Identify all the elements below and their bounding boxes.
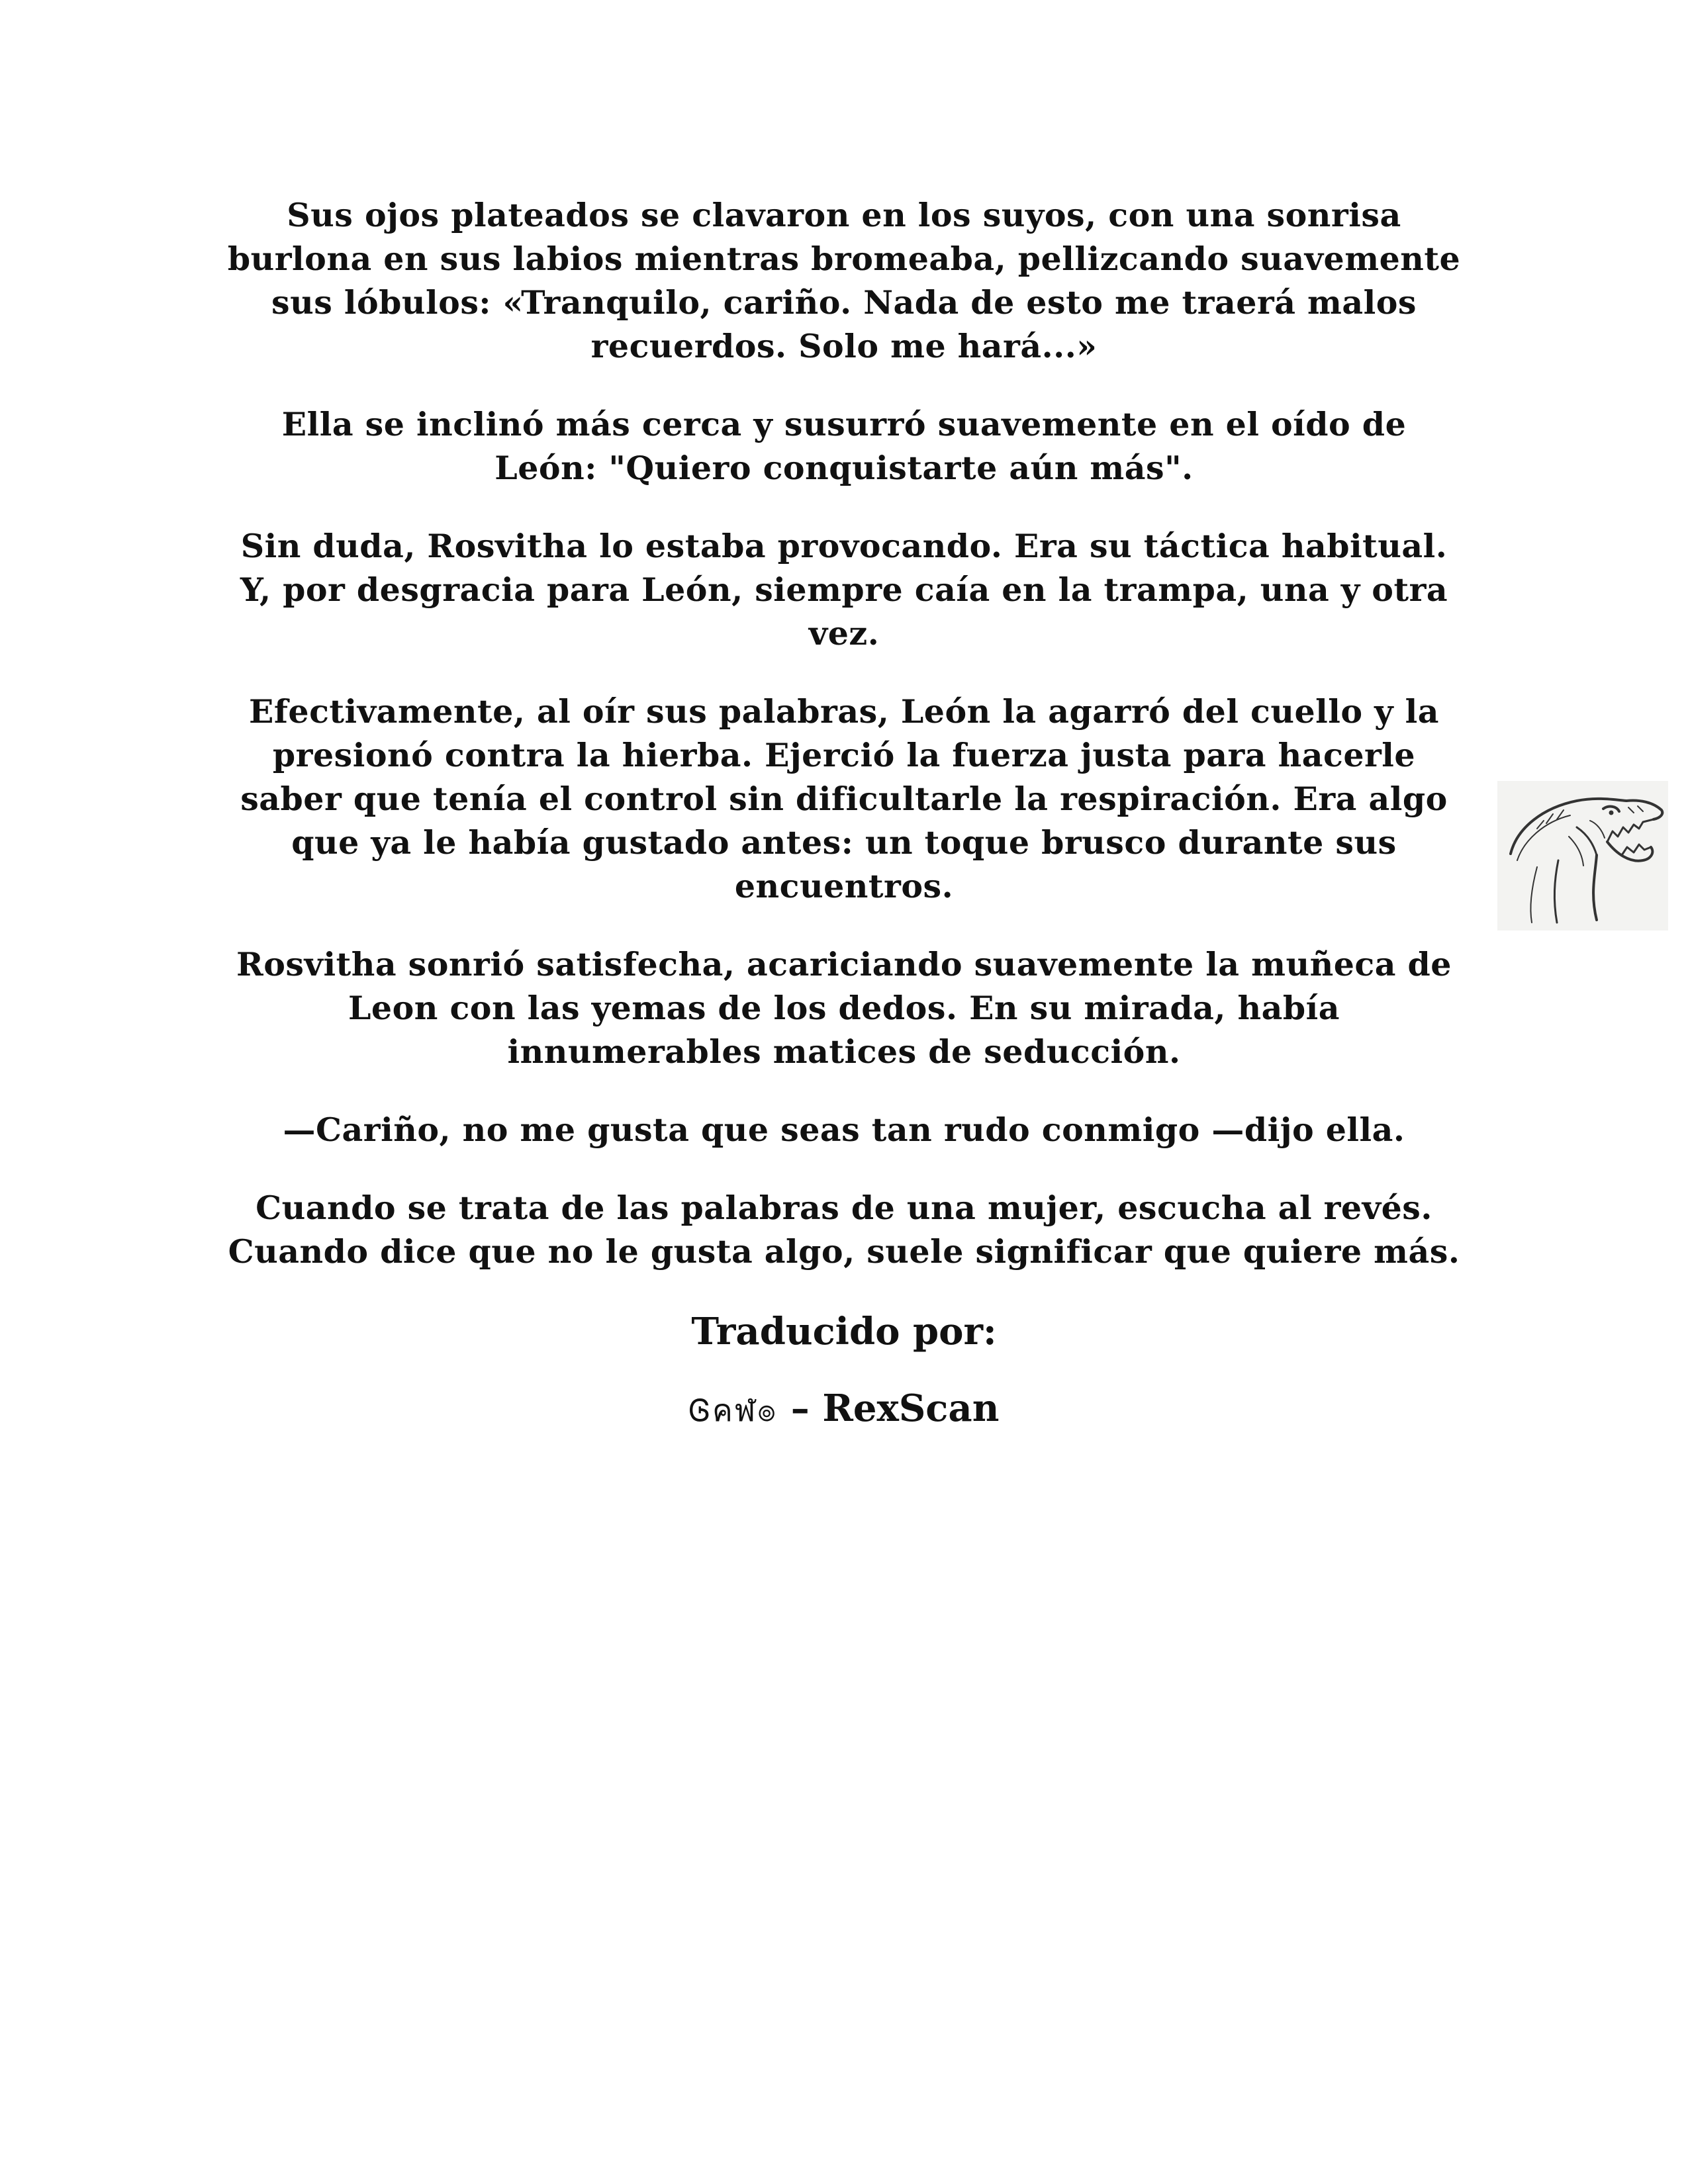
paragraph: Efectivamente, al oír sus palabras, León la agarró del cuello y la presionó contra la hierba. Ejerció la fuerza justa para hacerle saber que tenía el control sin dificultarle la respiración. Era algo que ya le había gustado antes: un toque brusco durante sus encuentros. (240, 692, 1448, 905)
scan-group-name: RexScan (822, 1387, 1000, 1430)
credits-line (225, 1385, 1463, 1434)
paragraph: Cuando se trata de las palabras de una mujer, escucha al revés. Cuando dice que no le gusta algo, suele significar que quiere más. (228, 1189, 1460, 1271)
paragraph: —Cariño, no me gusta que seas tan rudo conmigo —dijo ella. (283, 1111, 1405, 1149)
translator-name: Ꮆคฬ๏ (688, 1392, 778, 1428)
story-text (225, 193, 1463, 1434)
credits-separator: – (778, 1387, 823, 1430)
paragraph: Ella se inclinó más cerca y susurró suavemente en el oído de León: "Quiero conquistarte aún más". (281, 405, 1407, 487)
dinosaur-head-icon (1497, 781, 1668, 931)
credits-heading: Traducido por: (691, 1310, 997, 1353)
paragraph: Sin duda, Rosvitha lo estaba provocando. Era su táctica habitual. Y, por desgracia para León, siempre caía en la trampa, una y otra vez. (240, 527, 1448, 653)
paragraph: Rosvitha sonrió satisfecha, acariciando suavemente la muñeca de Leon con las yemas de los dedos. En su mirada, había innumerables matices de seducción. (236, 945, 1452, 1071)
paragraph: Sus ojos plateados se clavaron en los suyos, con una sonrisa burlona en sus labios mientras bromeaba, pellizcando suavemente sus lóbulos: «Tranquilo, cariño. Nada de esto me traerá malos recuerdos. Solo me hará...» (227, 196, 1461, 365)
